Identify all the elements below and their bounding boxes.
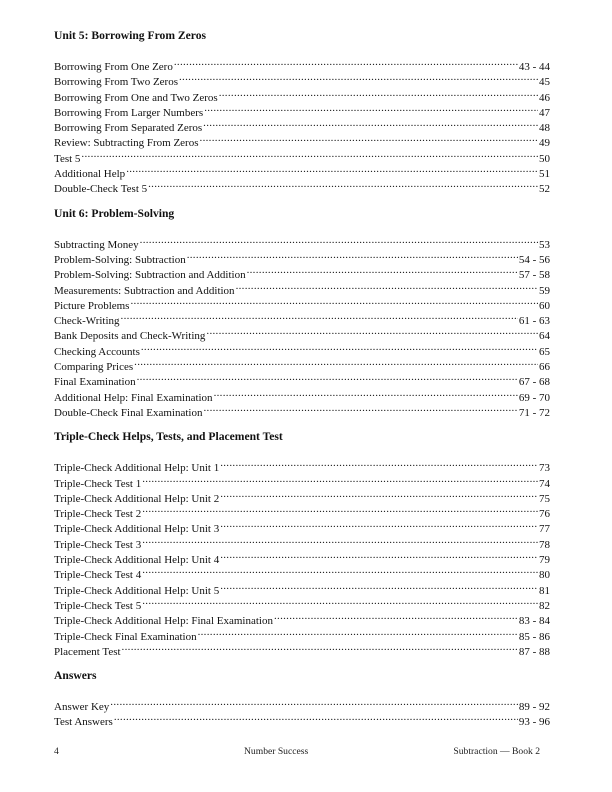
dot-leader: [80, 147, 538, 162]
footer-page-number: 4: [54, 746, 59, 757]
entry-title: Triple-Check Additional Help: Unit 1: [54, 462, 220, 475]
entry-title: Double-Check Final Examination: [54, 406, 203, 419]
dot-leader: [213, 386, 518, 401]
section-heading: Unit 5: Borrowing From Zeros: [54, 29, 206, 42]
entry-page-number: 66: [539, 361, 550, 374]
dot-leader: [147, 177, 538, 192]
toc-entry: [54, 147, 550, 165]
entry-page-number: 87 - 88: [518, 645, 550, 658]
entry-title: Triple-Check Final Examination: [54, 630, 197, 643]
toc-section: [54, 429, 550, 658]
section-heading: Answers: [54, 669, 97, 683]
entry-title: Problem-Solving: Subtraction and Addition: [54, 269, 246, 282]
entry-page-number: 47: [539, 106, 550, 119]
entry-title: Review: Subtracting From Zeros: [54, 137, 199, 150]
entry-title: Triple-Check Additional Help: Unit 3: [54, 523, 220, 536]
entry-page-number: 65: [539, 345, 550, 358]
entry-page-number: 75: [539, 492, 550, 505]
entry-page-number: 60: [539, 299, 550, 312]
dot-leader: [173, 55, 518, 70]
dot-leader: [133, 355, 538, 370]
dot-leader: [199, 131, 538, 146]
entry-page-number: 93 - 96: [518, 716, 550, 729]
section-heading: Unit 6: Problem-Solving: [54, 206, 175, 220]
dot-leader: [202, 116, 538, 131]
footer-book-series: Number Success: [244, 746, 309, 757]
dot-leader: [205, 324, 538, 339]
entry-title: Answer Key: [54, 701, 110, 714]
entry-title: Test Answers: [54, 716, 113, 729]
dot-leader: [219, 456, 538, 471]
entry-title: Double-Check Test 5: [54, 183, 148, 196]
entry-title: Additional Help: Final Examination: [54, 391, 213, 404]
dot-leader: [218, 86, 538, 101]
dot-leader: [219, 579, 538, 594]
entry-title: Measurements: Subtraction and Addition: [54, 284, 235, 297]
toc-entry: [54, 640, 550, 658]
entry-page-number: 45: [539, 76, 550, 89]
entry-title: Borrowing From One Zero: [54, 61, 173, 73]
toc-entry: [54, 162, 550, 181]
dot-leader: [235, 279, 538, 294]
entry-page-number: 61 - 63: [518, 315, 550, 328]
entry-title: Triple-Check Test 3: [54, 538, 142, 551]
dot-leader: [121, 640, 518, 655]
toc-entry: [54, 456, 550, 475]
page-footer: [54, 745, 540, 759]
toc-section: [54, 206, 550, 417]
dot-leader: [140, 340, 538, 355]
dot-leader: [273, 609, 518, 624]
entry-title: Borrowing From Separated Zeros: [54, 122, 203, 135]
dot-leader: [141, 472, 538, 487]
dot-leader: [219, 548, 538, 563]
entry-page-number: 43 - 44: [518, 61, 550, 73]
entry-page-number: 73: [539, 462, 550, 475]
dot-leader: [129, 294, 538, 309]
entry-page-number: 71 - 72: [518, 406, 550, 419]
dot-leader: [141, 502, 538, 517]
entry-page-number: 83 - 84: [518, 615, 550, 628]
entry-page-number: 46: [539, 91, 550, 104]
dot-leader: [202, 401, 517, 416]
entry-title: Borrowing From Larger Numbers: [54, 106, 204, 119]
entry-page-number: 53: [539, 238, 550, 251]
dot-leader: [139, 233, 538, 248]
toc-section: [54, 668, 550, 729]
dot-leader: [120, 309, 518, 324]
dot-leader: [125, 162, 538, 177]
toc-entry: [54, 710, 550, 729]
entry-page-number: 59: [539, 284, 550, 297]
entry-title: Triple-Check Additional Help: Unit 2: [54, 492, 220, 505]
dot-leader: [186, 248, 518, 263]
toc-entry: [54, 695, 550, 714]
entry-page-number: 81: [539, 584, 550, 597]
entry-page-number: 80: [539, 569, 550, 582]
entry-title: Placement Test: [54, 645, 121, 658]
dot-leader: [136, 370, 518, 385]
entry-page-number: 74: [539, 477, 550, 490]
entry-title: Checking Accounts: [54, 345, 140, 358]
entry-page-number: 79: [539, 554, 550, 567]
entry-page-number: 69 - 70: [518, 391, 550, 404]
section-heading: Triple-Check Helps, Tests, and Placement Test: [54, 430, 283, 444]
entry-page-number: 78: [539, 538, 550, 551]
toc-entry: [54, 324, 550, 343]
entry-page-number: 89 - 92: [518, 701, 550, 714]
entry-title: Triple-Check Test 1: [54, 477, 142, 490]
entry-page-number: 49: [539, 137, 550, 150]
toc-entry: [54, 233, 550, 251]
entry-page-number: 51: [539, 168, 550, 181]
entry-page-number: 77: [539, 523, 550, 536]
dot-leader: [219, 517, 538, 532]
toc-entry: [54, 55, 550, 73]
dot-leader: [141, 594, 538, 609]
entry-title: Triple-Check Test 2: [54, 508, 142, 521]
entry-title: Picture Problems: [54, 299, 130, 312]
footer-book-title: Subtraction — Book 2: [453, 746, 540, 757]
entry-page-number: 52: [539, 183, 550, 196]
dot-leader: [141, 533, 538, 548]
entry-title: Additional Help: [54, 168, 126, 181]
entry-page-number: 76: [539, 508, 550, 521]
entry-title: Triple-Check Test 5: [54, 599, 142, 612]
entry-page-number: 54 - 56: [518, 253, 550, 266]
entry-page-number: 85 - 86: [518, 630, 550, 643]
dot-leader: [246, 263, 518, 278]
dot-leader: [109, 695, 518, 710]
entry-title: Borrowing From Two Zeros: [54, 76, 178, 89]
dot-leader: [203, 101, 538, 116]
entry-title: Triple-Check Additional Help: Final Examination: [54, 615, 273, 628]
toc-section: [54, 28, 550, 196]
entry-title: Triple-Check Test 4: [54, 569, 142, 582]
entry-title: Comparing Prices: [54, 361, 134, 374]
entry-title: Subtracting Money: [54, 238, 139, 251]
dot-leader: [197, 625, 518, 640]
entry-title: Triple-Check Additional Help: Unit 4: [54, 554, 220, 567]
entry-title: Final Examination: [54, 376, 136, 389]
entry-title: Test 5: [54, 152, 81, 165]
entry-title: Problem-Solving: Subtraction: [54, 253, 186, 266]
dot-leader: [113, 710, 518, 725]
table-of-contents: [54, 28, 550, 739]
toc-entry: [54, 177, 550, 196]
entry-page-number: 50: [539, 152, 550, 165]
toc-entry: [54, 309, 550, 328]
entry-page-number: 48: [539, 122, 550, 135]
entry-title: Bank Deposits and Check-Writing: [54, 330, 206, 343]
entry-title: Borrowing From One and Two Zeros: [54, 91, 218, 104]
entry-page-number: 67 - 68: [518, 376, 550, 389]
entry-title: Triple-Check Additional Help: Unit 5: [54, 584, 220, 597]
dot-leader: [178, 70, 538, 85]
entry-page-number: 57 - 58: [518, 269, 550, 282]
dot-leader: [141, 563, 538, 578]
entry-title: Check-Writing: [54, 315, 120, 328]
dot-leader: [219, 487, 538, 502]
entry-page-number: 82: [539, 599, 550, 612]
entry-page-number: 64: [539, 330, 550, 343]
